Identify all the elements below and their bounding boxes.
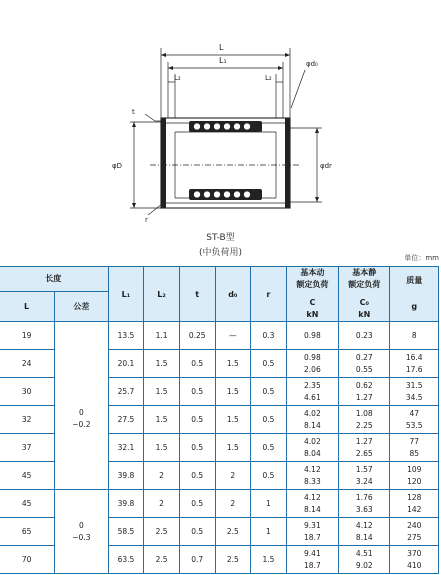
cell-r: 0.5 xyxy=(251,378,287,406)
cell-d0: 1.5 xyxy=(215,434,251,462)
cell-L: 70 xyxy=(0,546,55,574)
cell-C: 2.35 4.61 xyxy=(286,378,338,406)
mass-header xyxy=(390,267,439,322)
cell-C: 0.98 2.06 xyxy=(286,350,338,378)
dynamic-load-unit: kN xyxy=(306,310,319,319)
cell-C: 4.12 8.33 xyxy=(286,462,338,490)
label-L1: L₁ xyxy=(219,56,227,65)
cell-L: 19 xyxy=(0,322,55,350)
cell-L1: 32.1 xyxy=(108,434,144,462)
cell-C0: 1.76 3.63 xyxy=(339,490,390,518)
model-caption: ST-B型 xyxy=(206,233,235,243)
table-row xyxy=(0,490,439,518)
cell-L2: 2 xyxy=(144,462,180,490)
cell-mass: 370 410 xyxy=(390,546,439,574)
t-header: t xyxy=(179,267,215,322)
bearing-drawing xyxy=(0,0,441,262)
cell-L1: 13.5 xyxy=(108,322,144,350)
unit-label: 单位：mm xyxy=(404,254,439,262)
cell-L2: 1.1 xyxy=(144,322,180,350)
label-r: r xyxy=(145,216,148,224)
cell-t: 0.5 xyxy=(179,378,215,406)
cell-L2: 2.5 xyxy=(144,546,180,574)
cell-tolerance: 0 −0.2 xyxy=(55,350,108,490)
cell-L1: 58.5 xyxy=(108,518,144,546)
cell-L2: 1.5 xyxy=(144,378,180,406)
cell-L: 30 xyxy=(0,378,55,406)
cell-d0: 1.5 xyxy=(215,406,251,434)
cell-C: 0.98 xyxy=(286,322,338,350)
cell-d0: 1.5 xyxy=(215,378,251,406)
r-header: r xyxy=(251,267,287,322)
label-L: L xyxy=(219,43,224,52)
table-row xyxy=(0,350,439,378)
length-header: 长度 xyxy=(0,267,108,292)
cell-C0: 0.27 0.55 xyxy=(339,350,390,378)
label-phi-dr: φdr xyxy=(320,162,332,170)
label-L2-right: L₂ xyxy=(265,74,272,82)
d0-header: d₀ xyxy=(215,267,251,322)
cell-L1: 27.5 xyxy=(108,406,144,434)
cell-L2: 2.5 xyxy=(144,518,180,546)
cell-r: 0.5 xyxy=(251,350,287,378)
cell-tolerance xyxy=(55,322,108,350)
cell-L2: 1.5 xyxy=(144,406,180,434)
label-phi-d0: φd₀ xyxy=(306,60,318,68)
cell-mass: 31.5 34.5 xyxy=(390,378,439,406)
cell-L1: 20.1 xyxy=(108,350,144,378)
cell-C: 4.02 8.14 xyxy=(286,406,338,434)
cell-d0: 2.5 xyxy=(215,518,251,546)
cell-C0: 0.23 xyxy=(339,322,390,350)
L2-header: L₂ xyxy=(144,267,180,322)
cell-C: 4.12 8.14 xyxy=(286,490,338,518)
cell-mass: 47 53.5 xyxy=(390,406,439,434)
cell-d0: 2.5 xyxy=(215,546,251,574)
cell-t: 0.5 xyxy=(179,434,215,462)
cell-L1: 39.8 xyxy=(108,462,144,490)
cell-C: 9.31 18.7 xyxy=(286,518,338,546)
cell-L2: 1.5 xyxy=(144,350,180,378)
cell-mass: 77 85 xyxy=(390,434,439,462)
mass-title: 质量 xyxy=(406,276,423,285)
cell-r: 0.3 xyxy=(251,322,287,350)
cell-t: 0.7 xyxy=(179,546,215,574)
cell-mass: 240 275 xyxy=(390,518,439,546)
cell-t: 0.5 xyxy=(179,406,215,434)
cell-t: 0.5 xyxy=(179,350,215,378)
cell-L: 24 xyxy=(0,350,55,378)
dynamic-load-header xyxy=(286,267,338,322)
cell-d0: 2 xyxy=(215,462,251,490)
label-L2-left: L₂ xyxy=(174,74,181,82)
cell-C0: 4.12 8.14 xyxy=(339,518,390,546)
cell-r: 0.5 xyxy=(251,434,287,462)
cell-L: 32 xyxy=(0,406,55,434)
cell-L1: 39.8 xyxy=(108,490,144,518)
spec-table xyxy=(0,266,439,574)
cell-L: 45 xyxy=(0,490,55,518)
label-phi-D: φD xyxy=(112,162,123,170)
dynamic-load-symbol: C xyxy=(309,298,316,307)
cell-t: 0.5 xyxy=(179,462,215,490)
cell-t: 0.5 xyxy=(179,518,215,546)
dynamic-load-title: 基本动 额定负荷 xyxy=(296,268,329,289)
cell-r: 1 xyxy=(251,490,287,518)
cell-C: 4.02 8.04 xyxy=(286,434,338,462)
cell-L1: 63.5 xyxy=(108,546,144,574)
cell-L: 37 xyxy=(0,434,55,462)
cell-t: 0.5 xyxy=(179,490,215,518)
cell-C0: 1.57 3.24 xyxy=(339,462,390,490)
cell-d0: 1.5 xyxy=(215,350,251,378)
tolerance-header: 公差 xyxy=(55,291,108,321)
cell-r: 1.5 xyxy=(251,546,287,574)
static-load-unit: kN xyxy=(358,310,371,319)
cell-L2: 1.5 xyxy=(144,434,180,462)
cell-mass: 128 142 xyxy=(390,490,439,518)
cell-L1: 25.7 xyxy=(108,378,144,406)
cell-r: 0.5 xyxy=(251,406,287,434)
cell-r: 1 xyxy=(251,518,287,546)
cell-L: 45 xyxy=(0,462,55,490)
cell-tolerance: 0 −0.3 xyxy=(55,490,108,574)
cell-mass: 16.4 17.6 xyxy=(390,350,439,378)
header-row-1 xyxy=(0,267,439,292)
cell-L: 65 xyxy=(0,518,55,546)
cell-d0: 2 xyxy=(215,490,251,518)
label-t: t xyxy=(132,108,135,116)
cell-L2: 2 xyxy=(144,490,180,518)
static-load-symbol: C₀ xyxy=(359,298,369,307)
L1-header: L₁ xyxy=(108,267,144,322)
cell-d0: — xyxy=(215,322,251,350)
cell-C: 9.41 18.7 xyxy=(286,546,338,574)
L-header: L xyxy=(0,291,55,321)
load-caption: (中负荷用) xyxy=(198,248,243,258)
table-row xyxy=(0,322,439,350)
cell-C0: 1.27 2.65 xyxy=(339,434,390,462)
cell-mass: 8 xyxy=(390,322,439,350)
cell-C0: 4.51 9.02 xyxy=(339,546,390,574)
mass-unit: g xyxy=(411,302,418,311)
static-load-header xyxy=(339,267,390,322)
cell-C0: 1.08 2.25 xyxy=(339,406,390,434)
cell-r: 0.5 xyxy=(251,462,287,490)
cell-C0: 0.62 1.27 xyxy=(339,378,390,406)
cell-mass: 109 120 xyxy=(390,462,439,490)
static-load-title: 基本静 额定负荷 xyxy=(348,268,381,289)
cell-t: 0.25 xyxy=(179,322,215,350)
